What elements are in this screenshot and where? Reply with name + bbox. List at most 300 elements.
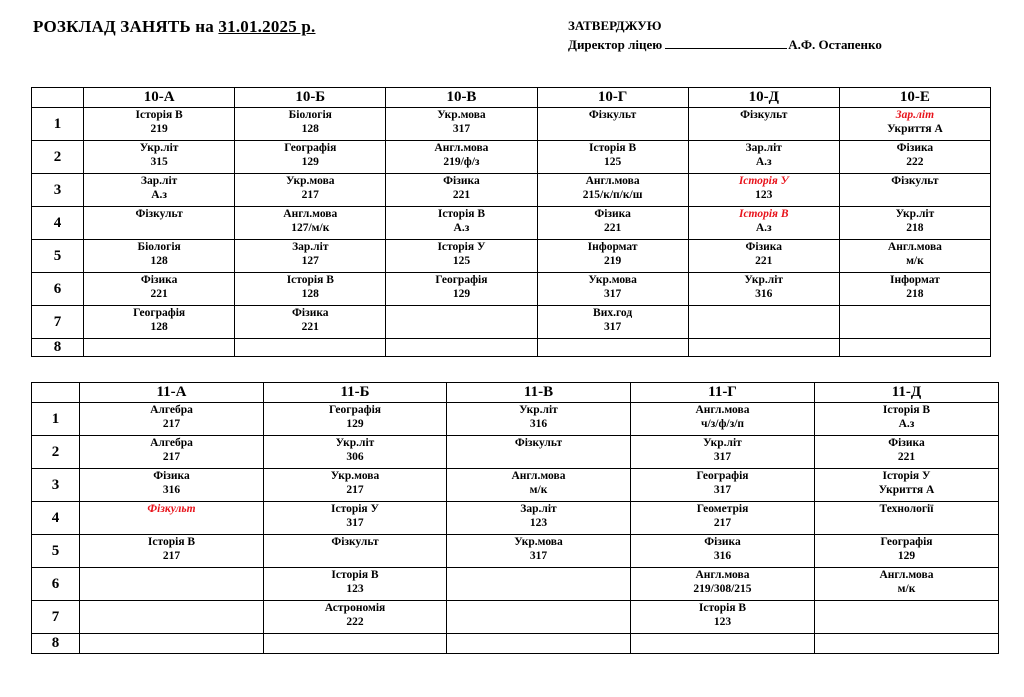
- room-number: 219: [150, 123, 168, 135]
- room-number: А.з: [151, 189, 168, 201]
- room-number: 317: [713, 484, 732, 496]
- room-number: м/к: [897, 583, 916, 595]
- lesson-cell: [84, 306, 235, 339]
- lesson: [84, 141, 234, 169]
- lesson-cell: [447, 403, 631, 436]
- approval-label: Директор ліцею: [568, 37, 663, 52]
- lesson-number: 5: [32, 535, 80, 568]
- room-number: 217: [162, 451, 181, 463]
- lesson-cell: [235, 240, 386, 273]
- lesson-cell: [537, 339, 688, 357]
- lesson: [84, 273, 234, 301]
- lesson-cell: [688, 141, 839, 174]
- class-header: 10-Д: [688, 88, 839, 108]
- title-date: 31.01.2025 р.: [218, 17, 316, 36]
- room-number: 221: [301, 321, 319, 333]
- lesson-cell: [235, 306, 386, 339]
- lesson-cell: [631, 568, 815, 601]
- class-header: 11-Г: [631, 383, 815, 403]
- room-number: 222: [346, 616, 364, 628]
- approval-block: [568, 16, 882, 54]
- room-number: 217: [346, 484, 364, 496]
- lesson: [815, 568, 998, 596]
- lesson: [80, 469, 263, 497]
- subject-name: Географія: [328, 404, 382, 416]
- corner-cell: [32, 88, 84, 108]
- lesson: [689, 108, 839, 122]
- lesson-cell: [815, 436, 999, 469]
- room-number: 217: [301, 189, 319, 201]
- room-number: А.з: [755, 222, 772, 234]
- schedule-table-11: [31, 382, 999, 654]
- lesson: [538, 141, 688, 169]
- lesson-cell: [80, 469, 264, 502]
- lesson: [815, 436, 998, 464]
- lesson: [631, 436, 814, 464]
- room-number: 221: [603, 222, 622, 234]
- lesson-cell: [815, 469, 999, 502]
- room-number: 316: [755, 288, 773, 300]
- lesson-cell: [386, 240, 537, 273]
- subject-name: Географія: [696, 470, 749, 482]
- room-number: 217: [162, 418, 181, 430]
- lesson-cell: [537, 306, 688, 339]
- lesson: [689, 141, 839, 169]
- lesson-cell: [631, 469, 815, 502]
- lesson: [447, 502, 630, 530]
- class-header: 11-Б: [264, 383, 447, 403]
- schedule-table-10: [31, 87, 991, 357]
- room-number: 217: [713, 517, 732, 529]
- lesson: [84, 207, 234, 221]
- lesson-cell: [839, 339, 990, 357]
- lesson-cell: [80, 535, 264, 568]
- lesson: [386, 240, 536, 268]
- room-number: 316: [162, 484, 181, 496]
- lesson: [815, 469, 998, 497]
- subject-name: Англ.мова: [887, 241, 942, 253]
- lesson-number: 4: [32, 502, 80, 535]
- lesson: [538, 207, 688, 235]
- lesson-cell: [235, 174, 386, 207]
- room-number: 317: [346, 517, 364, 529]
- lesson-row: [32, 436, 999, 469]
- lesson-cell: [264, 436, 447, 469]
- subject-name: Зар.літ: [292, 241, 329, 253]
- subject-name: Фізкульт: [331, 536, 379, 548]
- lesson-cell: [235, 141, 386, 174]
- room-number: 219/ф/з: [443, 156, 480, 168]
- lesson-number: 1: [32, 108, 84, 141]
- subject-name: Астрономія: [324, 602, 386, 614]
- lesson-number: 4: [32, 207, 84, 240]
- lesson-cell: [84, 273, 235, 306]
- room-number: 128: [301, 288, 319, 300]
- class-header: 11-В: [447, 383, 631, 403]
- lesson: [264, 502, 446, 530]
- room-number: 222: [906, 156, 924, 168]
- lesson-cell: [80, 502, 264, 535]
- subject-name: Історія В: [882, 404, 931, 416]
- lesson: [840, 273, 990, 301]
- class-header: 10-Г: [537, 88, 688, 108]
- room-number: 316: [713, 550, 732, 562]
- room-number: м/к: [906, 255, 924, 267]
- lesson-number: 7: [32, 601, 80, 634]
- lesson-number: 6: [32, 273, 84, 306]
- lesson: [815, 535, 998, 563]
- subject-name: Географія: [880, 536, 933, 548]
- lesson-cell: [447, 469, 631, 502]
- subject-name: Англ.мова: [695, 404, 750, 416]
- lesson: [631, 535, 814, 563]
- room-number: ч/з/ф/з/п: [700, 418, 745, 430]
- lesson-cell: [631, 601, 815, 634]
- subject-name: Укр.літ: [703, 437, 742, 449]
- subject-name: Історія У: [738, 175, 789, 187]
- lesson-row: [32, 108, 991, 141]
- lesson: [235, 273, 385, 301]
- room-number: 215/к/п/к/ш: [582, 189, 643, 201]
- lesson-cell: [839, 240, 990, 273]
- class-header: 11-А: [80, 383, 264, 403]
- lesson: [689, 240, 839, 268]
- lesson: [815, 502, 998, 516]
- lesson-number: 8: [32, 634, 80, 654]
- class-header: 10-А: [84, 88, 235, 108]
- subject-name: Геометрія: [696, 503, 749, 515]
- lesson-row: [32, 502, 999, 535]
- lesson: [235, 306, 385, 334]
- lesson-highlighted: [689, 207, 839, 235]
- room-number: 125: [452, 255, 471, 267]
- lesson: [264, 469, 446, 497]
- room-number: м/к: [529, 484, 548, 496]
- subject-name: Фізика: [292, 307, 329, 319]
- lesson-highlighted: [689, 174, 839, 202]
- room-number: 317: [603, 288, 622, 300]
- subject-name: Фізика: [704, 536, 741, 548]
- room-number: 316: [529, 418, 548, 430]
- lesson-cell: [537, 108, 688, 141]
- lesson-cell: [386, 141, 537, 174]
- subject-name: Укр.літ: [895, 208, 935, 220]
- room-number: 219/308/215: [693, 583, 752, 595]
- subject-name: Англ.мова: [585, 175, 640, 187]
- lesson-cell: [688, 306, 839, 339]
- subject-name: Історія В: [698, 602, 747, 614]
- room-number: 219: [603, 255, 622, 267]
- lesson-cell: [815, 601, 999, 634]
- subject-name: Фізика: [140, 274, 178, 286]
- lesson: [447, 436, 630, 450]
- subject-name: Історія В: [437, 208, 486, 220]
- room-number: 317: [713, 451, 732, 463]
- lesson-cell: [631, 535, 815, 568]
- lesson: [447, 535, 630, 563]
- lesson-cell: [386, 207, 537, 240]
- subject-name: Англ.мова: [434, 142, 489, 154]
- subject-name: Фізика: [594, 208, 631, 220]
- lesson-cell: [264, 502, 447, 535]
- room-number: Укриття А: [878, 484, 935, 496]
- room-number: 129: [346, 418, 364, 430]
- room-number: 317: [452, 123, 471, 135]
- subject-name: Укр.мова: [437, 109, 486, 121]
- lesson-cell: [839, 273, 990, 306]
- lesson-number: 5: [32, 240, 84, 273]
- lesson-cell: [235, 339, 386, 357]
- lesson-cell: [386, 339, 537, 357]
- lesson-cell: [80, 403, 264, 436]
- lesson-cell: [84, 207, 235, 240]
- lesson: [840, 174, 990, 188]
- subject-name: Історія В: [286, 274, 334, 286]
- lesson-row: [32, 174, 991, 207]
- subject-name: Фізика: [888, 437, 925, 449]
- lesson-cell: [447, 535, 631, 568]
- subject-name: Зар.літ: [520, 503, 557, 515]
- lesson: [264, 568, 446, 596]
- lesson: [84, 174, 234, 202]
- lesson-number: 3: [32, 469, 80, 502]
- room-number: 317: [529, 550, 548, 562]
- lesson: [386, 174, 536, 202]
- lesson-cell: [264, 634, 447, 654]
- subject-name: Фізкульт: [891, 175, 939, 187]
- lesson-cell: [815, 502, 999, 535]
- lesson-cell: [447, 502, 631, 535]
- subject-name: Англ.мова: [511, 470, 566, 482]
- room-number: 218: [906, 288, 924, 300]
- subject-name: Інформат: [587, 241, 638, 253]
- subject-name: Біологія: [288, 109, 332, 121]
- subject-name: Зар.літ: [140, 175, 178, 187]
- lesson: [80, 535, 263, 563]
- room-number: 218: [906, 222, 924, 234]
- lesson: [840, 240, 990, 268]
- approval-signature-line: [568, 35, 882, 54]
- lesson: [538, 306, 688, 334]
- room-number: 315: [150, 156, 168, 168]
- lesson: [631, 469, 814, 497]
- lesson-cell: [839, 141, 990, 174]
- lesson: [840, 141, 990, 169]
- room-number: 123: [529, 517, 548, 529]
- room-number: 129: [301, 156, 319, 168]
- lesson-cell: [264, 535, 447, 568]
- lesson-number: 8: [32, 339, 84, 357]
- lesson-cell: [839, 306, 990, 339]
- lesson: [538, 108, 688, 122]
- lesson-cell: [688, 108, 839, 141]
- class-header: 10-В: [386, 88, 537, 108]
- subject-name: Історія В: [147, 536, 196, 548]
- subject-name: Фізкульт: [135, 208, 183, 220]
- lesson-cell: [447, 436, 631, 469]
- lesson-cell: [84, 240, 235, 273]
- subject-name: Фізкульт: [588, 109, 637, 121]
- lesson: [264, 535, 446, 549]
- lesson-cell: [235, 207, 386, 240]
- lesson: [631, 403, 814, 431]
- subject-name: Історія В: [738, 208, 789, 220]
- lesson-number: 7: [32, 306, 84, 339]
- lesson-cell: [537, 273, 688, 306]
- room-number: А.з: [898, 418, 915, 430]
- lesson-row: [32, 634, 999, 654]
- lesson-cell: [839, 207, 990, 240]
- lesson-cell: [80, 601, 264, 634]
- lesson-row: [32, 469, 999, 502]
- lesson: [235, 207, 385, 235]
- subject-name: Вих.год: [593, 307, 633, 319]
- lesson: [235, 141, 385, 169]
- lesson-highlighted: [840, 108, 990, 136]
- subject-name: Фізика: [153, 470, 190, 482]
- room-number: 128: [150, 321, 168, 333]
- room-number: 128: [150, 255, 168, 267]
- room-number: 221: [150, 288, 168, 300]
- subject-name: Фізкульт: [740, 109, 788, 121]
- approval-name: А.Ф. Остапенко: [788, 37, 882, 52]
- lesson: [631, 502, 814, 530]
- lesson-cell: [688, 339, 839, 357]
- lesson-cell: [688, 207, 839, 240]
- lesson: [235, 240, 385, 268]
- lesson: [447, 403, 630, 431]
- lesson-cell: [447, 601, 631, 634]
- lesson-cell: [84, 108, 235, 141]
- lesson-cell: [537, 174, 688, 207]
- lesson-number: 1: [32, 403, 80, 436]
- room-number: 128: [301, 123, 319, 135]
- lesson-row: [32, 306, 991, 339]
- lesson-cell: [386, 306, 537, 339]
- lesson-cell: [386, 273, 537, 306]
- lesson-cell: [815, 535, 999, 568]
- lesson: [84, 240, 234, 268]
- subject-name: Укр.мова: [286, 175, 335, 187]
- lesson: [386, 273, 536, 301]
- subject-name: Укр.літ: [335, 437, 375, 449]
- lesson-cell: [688, 240, 839, 273]
- lesson-cell: [631, 403, 815, 436]
- subject-name: Біологія: [137, 241, 181, 253]
- class-header: 10-Б: [235, 88, 386, 108]
- lesson: [80, 436, 263, 464]
- header-row: [32, 88, 991, 108]
- lesson-row: [32, 601, 999, 634]
- subject-name: Зар.літ: [745, 142, 782, 154]
- lesson: [84, 306, 234, 334]
- lesson-highlighted: [80, 502, 263, 516]
- lesson-cell: [80, 568, 264, 601]
- lesson-cell: [631, 634, 815, 654]
- room-number: 129: [897, 550, 916, 562]
- room-number: 127: [301, 255, 319, 267]
- lesson: [689, 273, 839, 301]
- subject-name: Історія У: [331, 503, 379, 515]
- room-number: 221: [897, 451, 916, 463]
- lesson-cell: [264, 568, 447, 601]
- lesson-cell: [447, 568, 631, 601]
- lesson-row: [32, 403, 999, 436]
- lesson-row: [32, 273, 991, 306]
- header-row: [32, 383, 999, 403]
- subject-name: Укр.літ: [744, 274, 784, 286]
- lesson-cell: [235, 273, 386, 306]
- lesson-cell: [815, 403, 999, 436]
- room-number: Укриття А: [887, 123, 943, 135]
- lesson-cell: [839, 108, 990, 141]
- lesson: [264, 601, 446, 629]
- subject-name: Історія В: [589, 142, 637, 154]
- subject-name: Географія: [435, 274, 488, 286]
- lesson: [386, 108, 536, 136]
- subject-name: Інформат: [889, 274, 940, 286]
- lesson: [538, 240, 688, 268]
- subject-name: Укр.мова: [514, 536, 563, 548]
- room-number: 129: [452, 288, 471, 300]
- subject-name: Укр.мова: [330, 470, 380, 482]
- subject-name: Історія В: [331, 569, 379, 581]
- subject-name: Географія: [284, 142, 337, 154]
- lesson-number: 3: [32, 174, 84, 207]
- room-number: 306: [346, 451, 364, 463]
- lesson-cell: [80, 634, 264, 654]
- lesson-row: [32, 141, 991, 174]
- lesson: [386, 207, 536, 235]
- lesson-cell: [235, 108, 386, 141]
- lesson-number: 2: [32, 141, 84, 174]
- signature-blank: [665, 37, 787, 49]
- lesson: [538, 174, 688, 202]
- lesson-cell: [80, 436, 264, 469]
- subject-name: Зар.літ: [895, 109, 935, 121]
- lesson-cell: [264, 601, 447, 634]
- lesson-cell: [537, 207, 688, 240]
- lesson-row: [32, 535, 999, 568]
- room-number: 217: [162, 550, 181, 562]
- subject-name: Історія В: [135, 109, 183, 121]
- subject-name: Технології: [879, 503, 934, 515]
- lesson-cell: [84, 174, 235, 207]
- lesson-cell: [84, 141, 235, 174]
- lesson: [386, 141, 536, 169]
- subject-name: Англ.мова: [879, 569, 934, 581]
- lesson-cell: [264, 403, 447, 436]
- lesson: [815, 403, 998, 431]
- subject-name: Фізкульт: [514, 437, 563, 449]
- room-number: 123: [713, 616, 732, 628]
- lesson-cell: [631, 502, 815, 535]
- subject-name: Укр.мова: [588, 274, 637, 286]
- lesson-cell: [386, 108, 537, 141]
- subject-name: Фізкульт: [147, 503, 196, 515]
- lesson-cell: [264, 469, 447, 502]
- lesson-number: 6: [32, 568, 80, 601]
- lesson: [80, 403, 263, 431]
- subject-name: Фізика: [443, 175, 480, 187]
- lesson-cell: [815, 568, 999, 601]
- subject-name: Англ.мова: [283, 208, 338, 220]
- lesson: [840, 207, 990, 235]
- lesson: [84, 108, 234, 136]
- lesson: [264, 403, 446, 431]
- lesson: [235, 108, 385, 136]
- lesson: [631, 601, 814, 629]
